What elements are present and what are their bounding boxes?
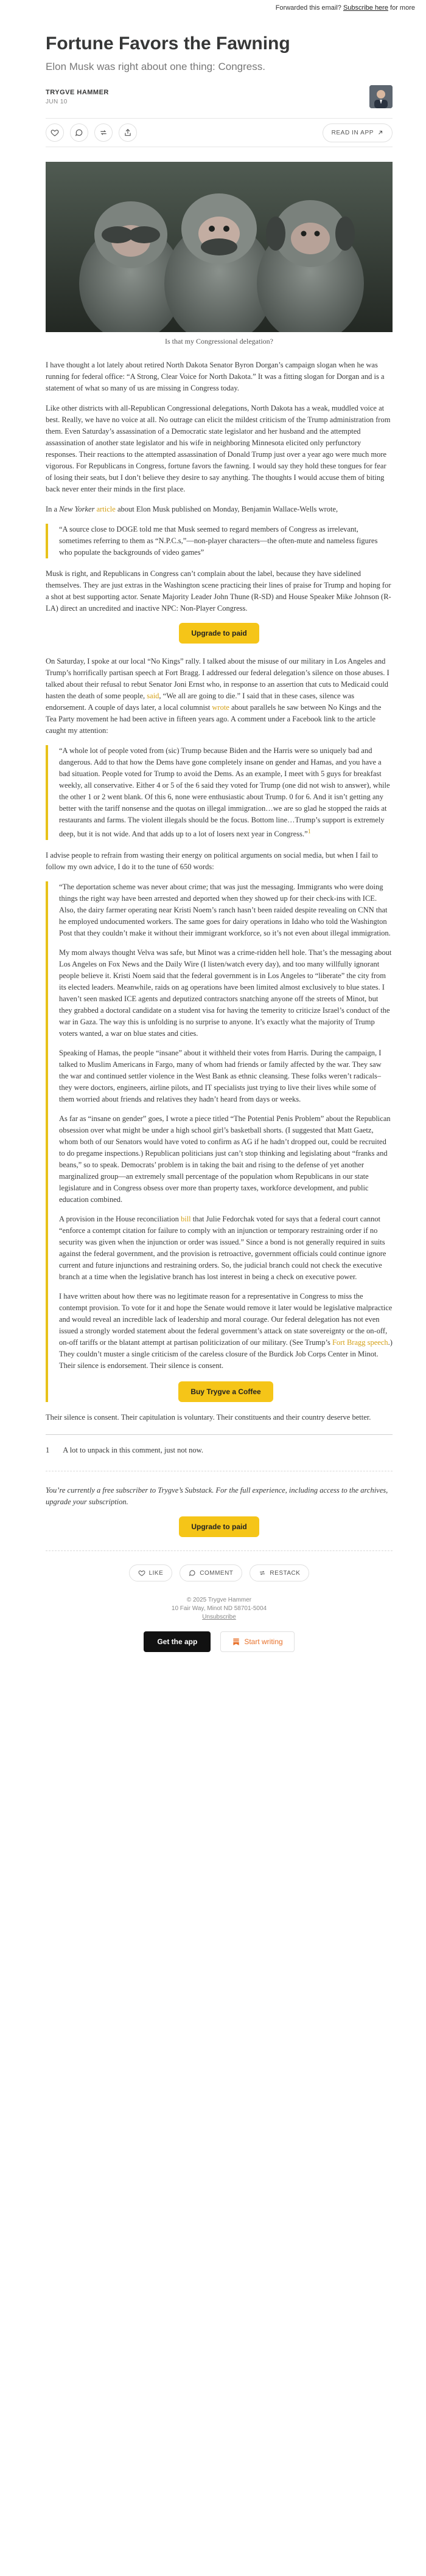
restack-icon (259, 1569, 266, 1577)
paragraph: On Saturday, I spoke at our local “No Kings” rally. I talked about the misuse of our military in Los Angeles and Trump’s horrifically partisan speech at Fort Bragg. I addressed our federal delegation’s silence on those abuses. I talked about their refusal to rebut Senator Joni Ernst who, in response to an assertion that cuts to Medicaid could hasten the death of some people, said, “We all are going to die.” I said that in these cases, silence was endorsement. A couple of days later, a local columnist wrote about parallels he saw between No Kings and the Tea Party movement he had been active in fifteen years ago. A comment under a Facebook link to the article caught my attention: (46, 657, 389, 735)
comment-button[interactable] (70, 123, 88, 142)
arrow-up-right-icon (377, 130, 383, 136)
footnote-number[interactable]: 1 (46, 1446, 50, 1455)
comment-icon (75, 128, 83, 137)
restack-button[interactable] (94, 123, 113, 142)
publication-name: New Yorker (59, 505, 95, 513)
post-header (0, 17, 426, 147)
byline-text (46, 89, 109, 105)
sub-upgrade-wrap (46, 1516, 393, 1537)
like-button[interactable] (46, 123, 64, 142)
blockquote (46, 524, 393, 558)
hero-figure (0, 162, 426, 346)
post-subtitle: Elon Musk was right about one thing: Congress. (46, 61, 265, 72)
quote-paragraph: A provision in the House reconciliation bill that Julie Fedorchak voted for says that a federal court cannot “enforce a contempt citation for failure to comply with an injunction or temporary restraining order if no security was given when the injunction or order was issued.” Since a bond is not generally required in suits against the federal government, and the provision is retroactive, government officials could continue ignore current and future injunctions and restraining orders. So, the judicial branch could not check the executive branch at a time when the legislative branch has lost interest in being a check on executive power. (59, 1215, 386, 1282)
get-the-app-button[interactable]: Get the app (144, 1631, 211, 1652)
blockquote (46, 881, 393, 1402)
fort-bragg-speech-link[interactable]: Fort Bragg speech (332, 1338, 388, 1347)
post-actions-left (46, 123, 137, 142)
quote-paragraph: “The deportation scheme was never about crime; that was just the messaging. Immigrants who were doing things the right way have been arrested and deported when they showed up for their check-ins with ICE. Also, the dairy farmer operating near Kristi Noem’s ranch hasn’t been raided despite revealing on CNN that he employed undocumented workers. The same goes for dairy operations in Idaho who told the Washington Post that they couldn’t make it without their immigrant workforce, so it’s not even about illegal immigration. (59, 883, 391, 938)
share-button[interactable] (119, 123, 137, 142)
quote-paragraph: “A source close to DOGE told me that Musk seemed to regard members of Congress as irrelevant, sometimes referring to them as “N.P.C.s,”—non-player characters—the often-mute and nameless figures who populate the backgrounds of video games” (59, 525, 378, 557)
article-link[interactable]: article (96, 505, 116, 513)
post-date: JUN 10 (46, 98, 68, 105)
like-label: LIKE (148, 1569, 164, 1577)
post-body (0, 359, 426, 1652)
paragraph: In a New Yorker article about Elon Musk published on Monday, Benjamin Wallace-Wells wrote, (46, 505, 338, 513)
paragraph: Musk is right, and Republicans in Congress can’t complain about the label, because they have sidelined themselves. They are just extras in the Washington scene practicing their lines of praise for Trump and hoping for a shot at best supporting actor. Senate Majority Leader John Thune (R-SD) and House Speaker Mike Johnson (R-LA) direct an uncredited and inactive NPC: Non-Player Congress. (46, 569, 391, 613)
start-writing-label: Start writing (244, 1637, 283, 1647)
paragraph: I have thought a lot lately about retired North Dakota Senator Byron Dorgan’s campaign slogan when he was running for federal office: “A Strong, Clear Voice for North Dakota.” It was a fitting slogan for Dorgan and is a statement of what so many of us are missing in Congress today. (46, 361, 385, 392)
byline (46, 85, 393, 108)
wrote-link[interactable]: wrote (212, 703, 229, 712)
buy-coffee-button[interactable]: Buy Trygve a Coffee (178, 1381, 273, 1402)
hero-caption: Is that my Congressional delegation? (165, 337, 273, 345)
footer-restack-button[interactable] (250, 1564, 309, 1581)
bill-link[interactable]: bill (180, 1215, 191, 1224)
paragraph: Like other districts with all-Republican Congressional delegations, North Dakota has a weak, muddled voice at best. Really, we have no voice at all. No outrage can elicit the mildest criticism of the Trump administration from them. Even Saturday’s assassination of a Democratic state legislator and her husband and the attempted assassination of another state legislator and his wife in neighboring Minnesota elicited only perfunctory responses. Their reactions to the attempted assassination of Donald Trump just over a year ago were much more vigorous. For Republicans in Congress, fortune favors the fawning. I would say they hold these tongues for fear of losing their seats, but I don’t believe they desire to say anything. The thoughts I would accuse them of biting back never enter their minds in the first place. (46, 404, 391, 493)
quote-paragraph: “A whole lot of people voted from (sic) Trump because Biden and the Harris were so uniquely bad and dangerous. Add to that how the Dems have gone completely insane on gender and Hamas, and you have a bad situation. People voted for Trump to avoid the Dems. As an example, I meet with 5 guys for breakfast weekly, all conservative. Either 4 or 5 of the 6 said they voted for Trump (one did not wish to answer), while the other 1 or 2 went blank. Of this 6, none were enthusiastic about Trump. 0 for 6. And it isn’t getting any better with the tariff nonsense and the quotas on illegal immigration…we are so glad he stopped the raids at restaurants and farms. The violent illegals should be the focus. Bottom line…Trump’s support is extremely deep, but it is not wide. And that adds up to a lot of losers next year in Congress.”$^1$ (59, 746, 390, 839)
share-icon (124, 128, 132, 137)
subscribe-link[interactable]: Subscribe here (343, 4, 388, 12)
copyright: © 2025 Trygve Hammer (186, 1597, 252, 1604)
upgrade-to-paid-button[interactable]: Upgrade to paid (179, 623, 259, 644)
footer-actions (46, 1564, 393, 1581)
author-name[interactable]: TRYGVE HAMMER (46, 88, 109, 96)
post-actions-bar (46, 118, 393, 147)
upgrade-wrap (46, 623, 393, 644)
three-monkeys-illustration (46, 162, 393, 332)
start-writing-button[interactable] (220, 1631, 294, 1652)
avatar-portrait-icon (369, 85, 393, 108)
restack-icon (99, 128, 108, 137)
quote-paragraph: As far as “insane on gender” goes, I wrote a piece titled “The Potential Penis Problem” about the Republican obsession over what might be under a high school girl’s basketball shorts. (I suggested that Matt Gaetz, whom both of our Senators would have voted to confirm as AG if he hadn’t dropped out, could be recruited to do pregame inspections.) Republican politicians just can’t stop thinking and legislating about “franks and beans,” so to speak. Democrats’ problem is in taking the bait and rising to the defense of yet another marginalized group—an extremely small percentage of the population whom Republicans in our state legislature and in Congress obsess over more than property taxes, workforce development, and public education combined. (59, 1114, 391, 1204)
unsubscribe-link[interactable]: Unsubscribe (202, 1614, 236, 1621)
legal-footer (46, 1596, 393, 1622)
subscription-text: You’re currently a free subscriber to Trygve’s Substack. For the full experience, including access to the archives, upgrade your subscription. (46, 1486, 388, 1507)
forwarded-text: Forwarded this email? (275, 4, 341, 12)
heart-icon (51, 128, 59, 137)
footnote (46, 1446, 393, 1455)
address: 10 Fair Way, Minot ND 58701-5004 (171, 1605, 267, 1613)
post-title[interactable]: Fortune Favors the Fawning (46, 33, 290, 54)
heart-icon (138, 1569, 145, 1577)
forwarded-bar (0, 0, 426, 17)
divider (46, 1434, 393, 1435)
footer-comment-button[interactable] (180, 1564, 242, 1581)
footer-like-button[interactable] (129, 1564, 173, 1581)
subscription-box (46, 1471, 393, 1551)
read-in-app-label: READ IN APP (331, 129, 374, 136)
quote-paragraph: Speaking of Hamas, the people “insane” about it withheld their votes from Harris. During the campaign, I talked to Muslim Americans in Fargo, many of whom had friends or family affected by the war. They saw the war and continued settler violence in the West Bank as ethnic cleansing. These folks weren’t radicals–they were doctors, engineers, airline pilots, and IT specialists just trying to live their lives while some of them worried about friends and relatives they hadn’t heard from days or weeks. (59, 1049, 382, 1104)
quote-paragraph: My mom always thought Velva was safe, but Minot was a crime-ridden hell hole. That’s the messaging about Los Angeles on Fox News and the Daily Wire (I listen/watch every day), and too many willfully ignorant people believe it. Kristi Noem said that the federal government is in Los Angeles to “liberate” the city from its elected leaders. Meanwhile, raids on ag operations have been limited almost exclusively to blue states. I haven’t seen masked ICE agents and deputized contractors snatching anyone off the streets of Minot, but they grabbed a doctoral candidate on a student visa for having the temerity to criticize Israel’s conduct of the war in Gaza. The way this is unfolding is no surprise to anyone. It’s exactly what the majority of Trump voters wanted, a war on blue states and cities. (59, 948, 392, 1038)
restack-label: RESTACK (270, 1569, 301, 1577)
comment-icon (189, 1569, 196, 1577)
blockquote (46, 745, 393, 840)
app-row (46, 1631, 393, 1652)
footnote-ref[interactable]: 1 (307, 828, 311, 835)
quote-paragraph: I have written about how there was no legitimate reason for a representative in Congress to miss the contempt provision. To vote for it and hope the Senate would remove it later would be legislative malpractice and would reveal an incredible lack of leadership and moral courage. Our federal delegation has not even issued a strongly worded statement about the federal government’s attack on state sovereignty or the on-off, on-off tariffs or the blatant attempt at partisan politicization of our military. (See Trump’s Fort Bragg speech.) They couldn’t muster a single criticism of the careless closure of the Burdick Job Corps Center in Minot. Their silence is endorsement. Their silence is consent. (59, 1292, 393, 1370)
avatar[interactable] (369, 85, 393, 108)
substack-logo-icon (232, 1637, 240, 1646)
paragraph: Their silence is consent. Their capitulation is voluntary. Their constituents and their country deserve better. (46, 1413, 371, 1422)
forwarded-suffix: for more (390, 4, 415, 12)
paragraph: I advise people to refrain from wasting their energy on political arguments on social media, but when I fail to follow my own advice, I do it to the tune of 650 words: (46, 851, 378, 872)
read-in-app-button[interactable] (323, 123, 393, 142)
hero-image-monkeys[interactable] (46, 162, 393, 332)
footnote-text: A lot to unpack in this comment, just not now. (63, 1446, 204, 1455)
said-link[interactable]: said (147, 692, 159, 700)
comment-label: COMMENT (200, 1569, 234, 1577)
coffee-wrap (59, 1381, 393, 1402)
upgrade-to-paid-button-bottom[interactable]: Upgrade to paid (179, 1516, 259, 1537)
